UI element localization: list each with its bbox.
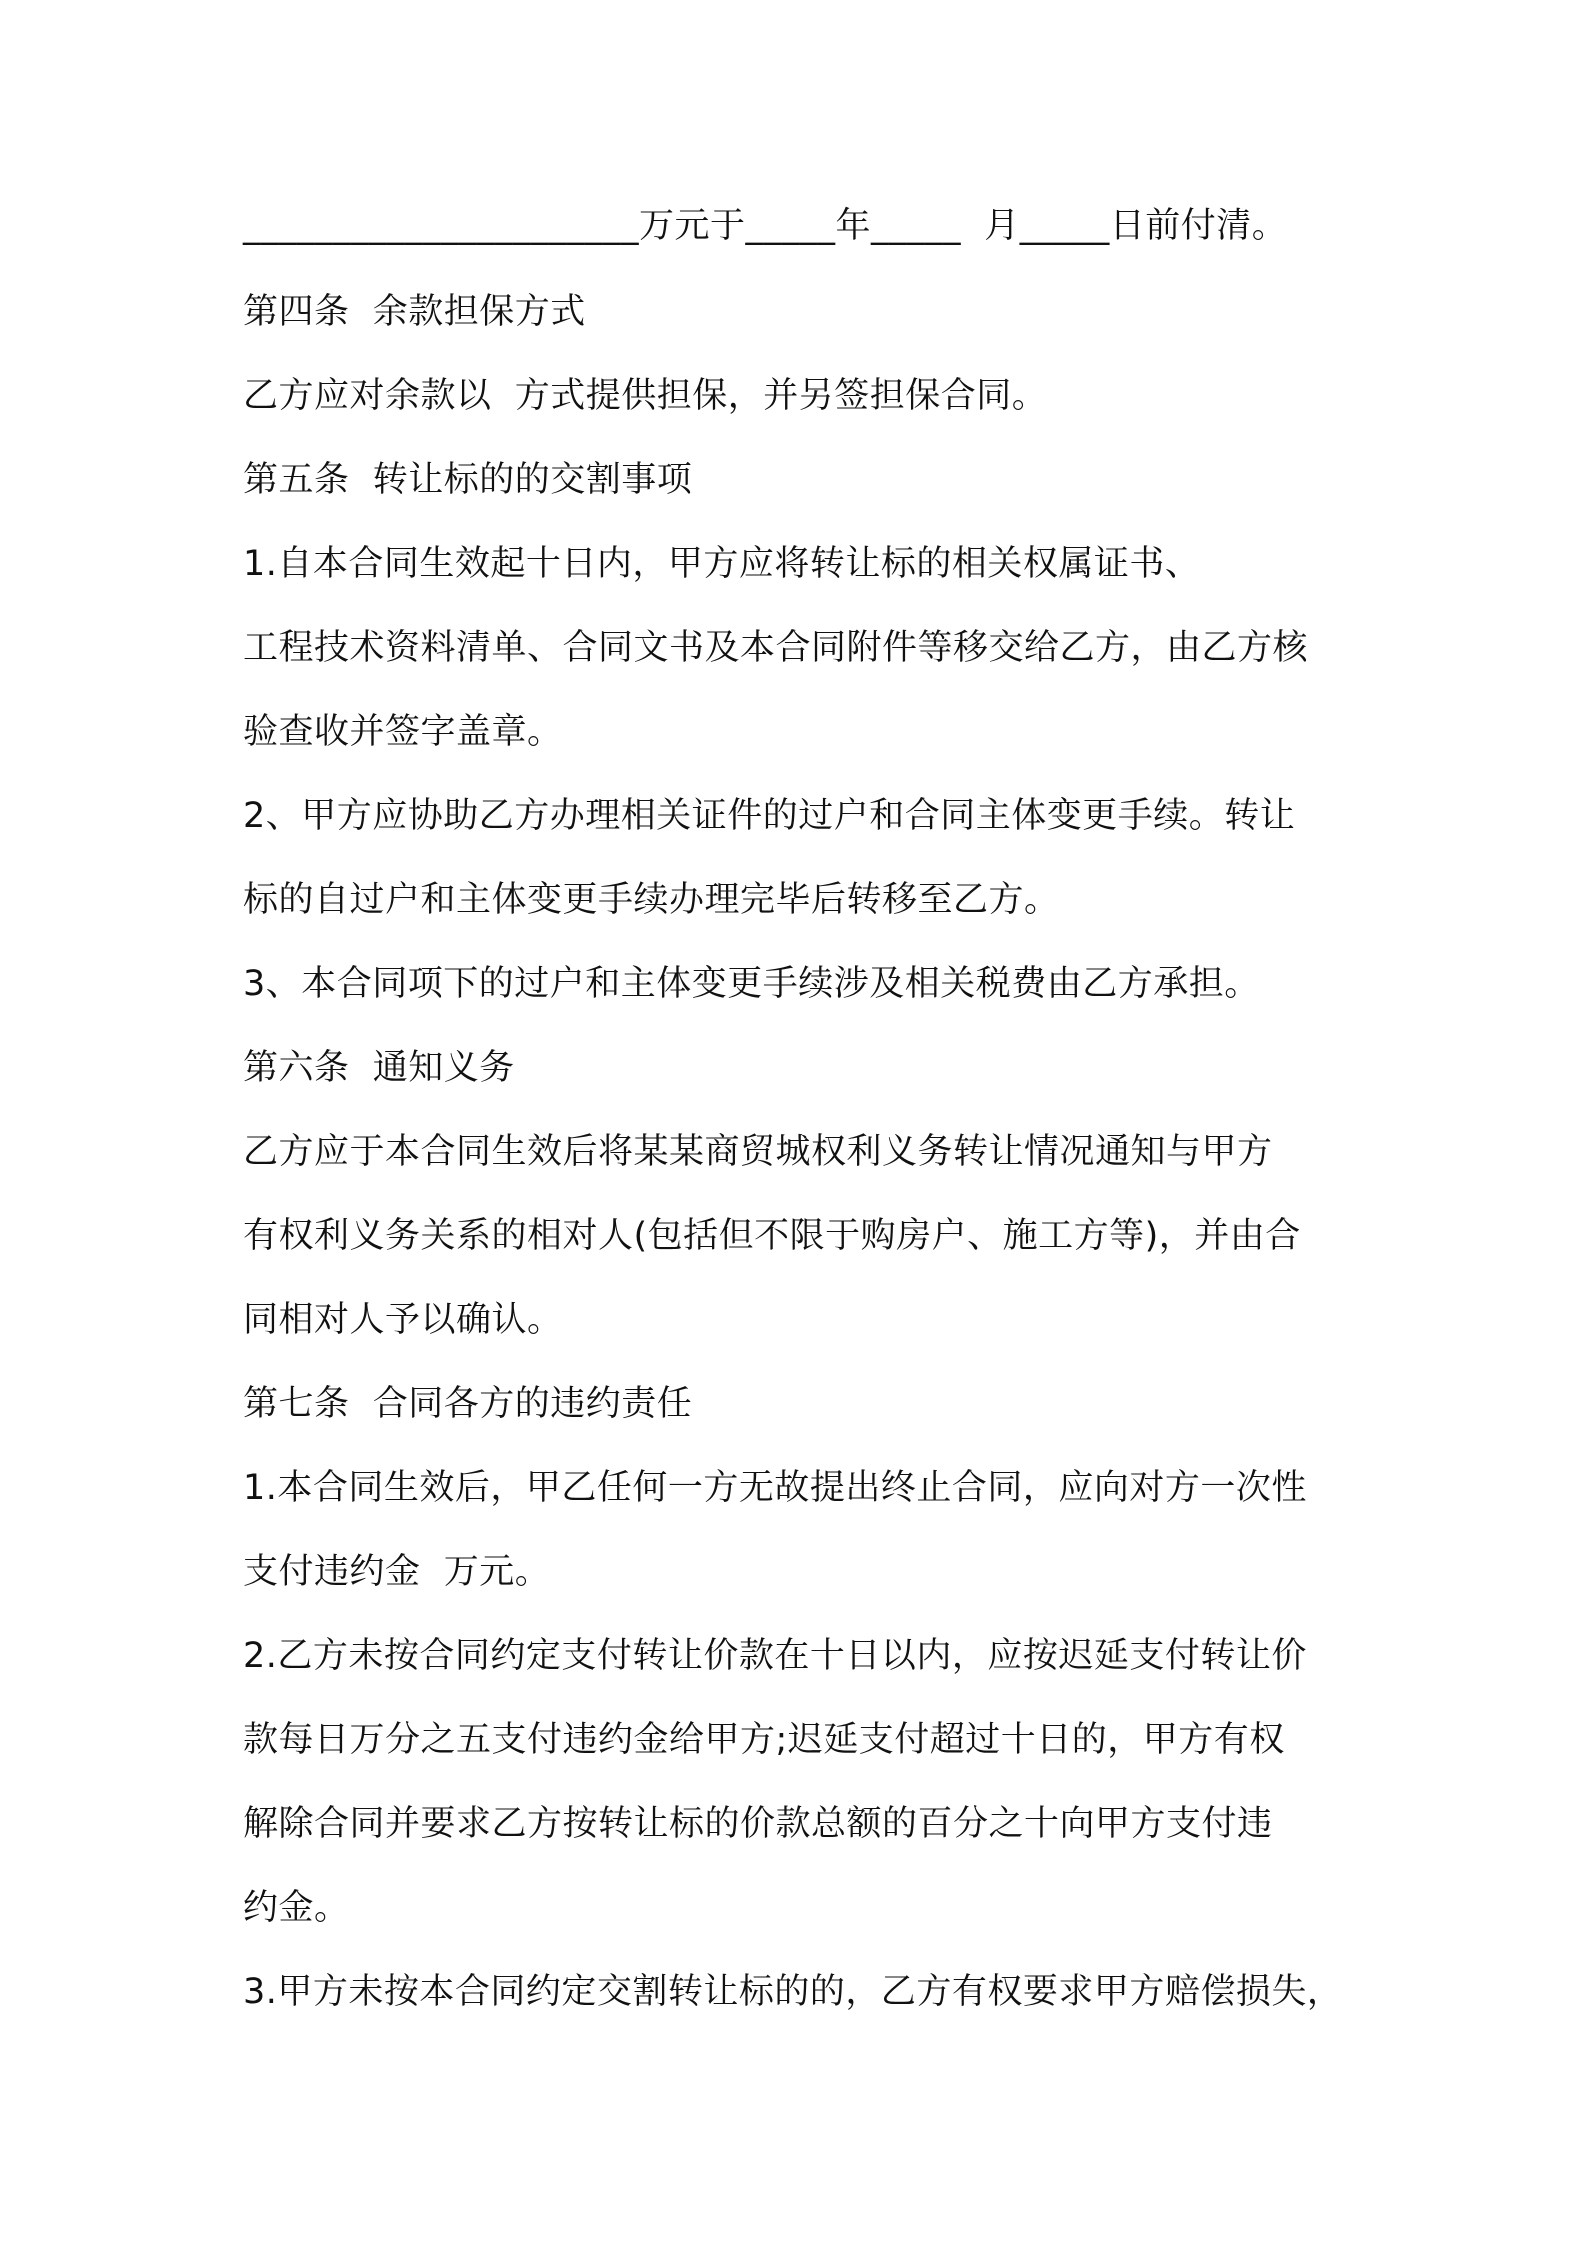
text-line: 解除合同并要求乙方按转让标的价款总额的百分之十向甲方支付违 xyxy=(243,1804,1273,1844)
text-line: 验查收并签字盖章。 xyxy=(243,712,563,752)
article-6-heading: 第六条 通知义务 xyxy=(243,1048,515,1088)
payment-deadline-line: ______________________万元于_____年_____ 月_____日前付清。 xyxy=(243,206,1288,246)
text-line: 工程技术资料清单、合同文书及本合同附件等移交给乙方，由乙方核 xyxy=(243,628,1309,668)
article-5-heading: 第五条 转让标的的交割事项 xyxy=(243,460,693,500)
text-line: 乙方应对余款以 方式提供担保，并另签担保合同。 xyxy=(243,376,1048,416)
text-line: 标的自过户和主体变更手续办理完毕后转移至乙方。 xyxy=(243,880,1060,920)
text-line: 约金。 xyxy=(243,1888,350,1928)
text-line: 1.自本合同生效起十日内，甲方应将转让标的相关权属证书、 xyxy=(243,544,1201,584)
text-line: 2.乙方未按合同约定支付转让价款在十日以内，应按迟延支付转让价 xyxy=(243,1636,1307,1676)
text-line: 支付违约金 万元。 xyxy=(243,1552,551,1592)
article-4-heading: 第四条 余款担保方式 xyxy=(243,292,586,332)
text-line: 款每日万分之五支付违约金给甲方;迟延支付超过十日的，甲方有权 xyxy=(243,1720,1285,1760)
text-line: 有权利义务关系的相对人(包括但不限于购房户、施工方等)，并由合 xyxy=(243,1216,1301,1256)
article-7-heading: 第七条 合同各方的违约责任 xyxy=(243,1384,693,1424)
text-line: 2、甲方应协助乙方办理相关证件的过户和合同主体变更手续。转让 xyxy=(243,796,1296,836)
text-line: 3、本合同项下的过户和主体变更手续涉及相关税费由乙方承担。 xyxy=(243,964,1260,1004)
text-line: 3.甲方未按本合同约定交割转让标的的，乙方有权要求甲方赔偿损失， xyxy=(243,1972,1343,2012)
text-line: 1.本合同生效后，甲乙任何一方无故提出终止合同，应向对方一次性 xyxy=(243,1468,1307,1508)
text-line: 乙方应于本合同生效后将某某商贸城权利义务转让情况通知与甲方 xyxy=(243,1132,1273,1172)
text-line: 同相对人予以确认。 xyxy=(243,1300,563,1340)
